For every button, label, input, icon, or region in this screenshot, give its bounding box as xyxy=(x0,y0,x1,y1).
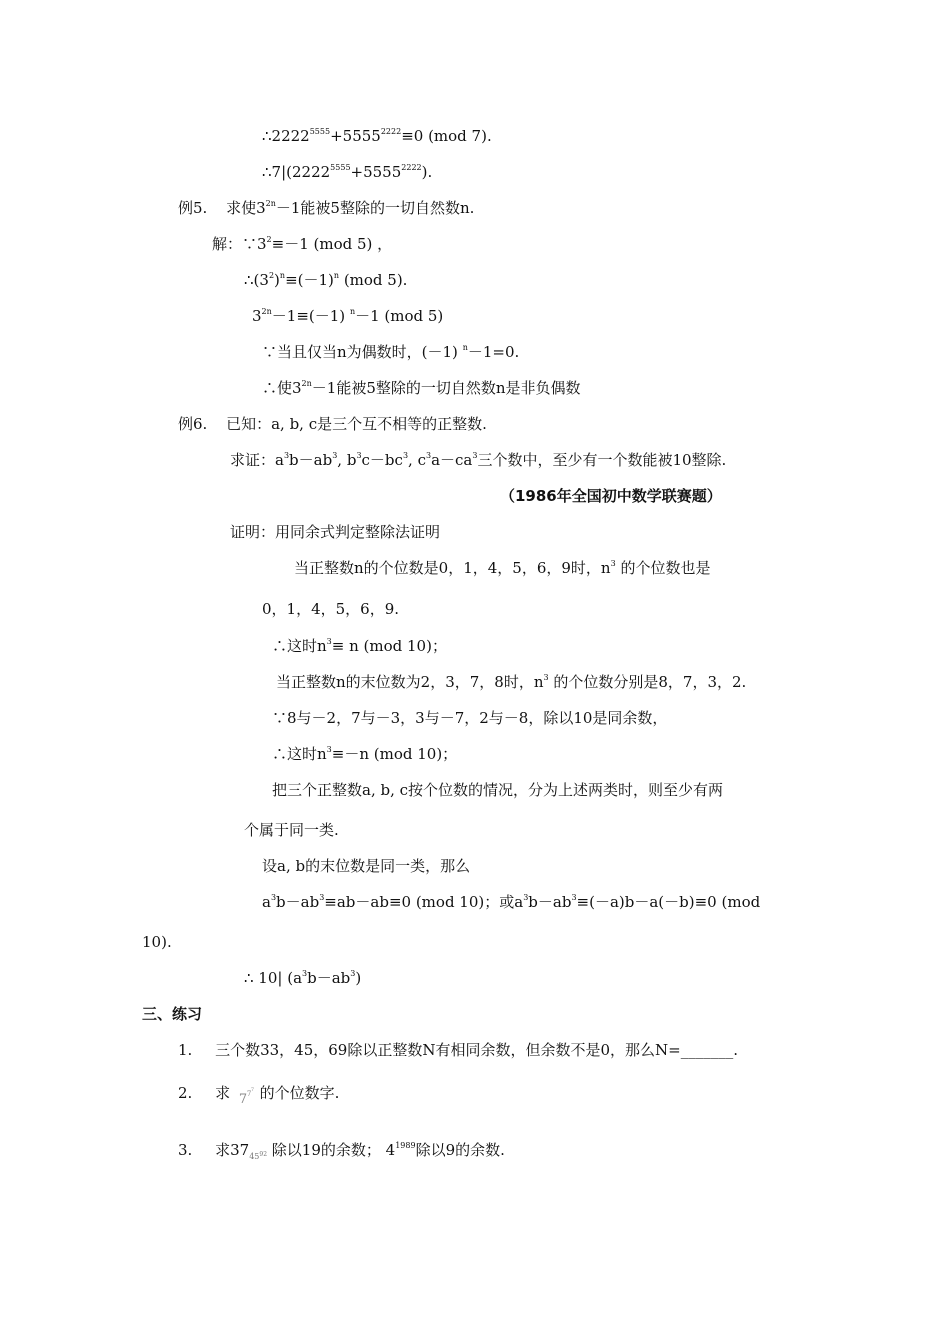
prove-statement: 求证：$a^3b-ab^3$, $b^3c-bc^3$, $c^3a-ca^3$三个数中，至少有一个数能被10整除. xyxy=(230,451,727,469)
exercise-number: 2. xyxy=(178,1084,193,1102)
exercise-number: 3. xyxy=(178,1141,193,1159)
line-mod7-congruence: $\therefore 2222^{5555}+5555^{2222}\equiv 0$ (mod 7). xyxy=(262,127,492,145)
solution-conclusion: ∴使$3^{2n}-1$能被5整除的一切自然数n是非负偶数 xyxy=(262,379,581,397)
proof-line-3: 当正整数n的末位数为2，3，7，8时，$n^3$ 的个位数分别是8，7，3，2. xyxy=(276,673,747,691)
example-6-heading: 例6. 已知：a, b, c是三个互不相等的正整数. xyxy=(178,415,487,433)
solution-line-4: ∵当且仅当n为偶数时，(－1) $^n$－1=0. xyxy=(262,343,520,361)
line-divisibility-by-7: $\therefore 7|(2222^{5555}+5555^{2222})$. xyxy=(262,163,433,181)
section-heading-exercises: 三、练习 xyxy=(142,1005,203,1023)
exercise-2: 2. 求 7 7 7 的个位数字. xyxy=(178,1084,340,1107)
solution-line-3: $3^{2n}-1\equiv(-1)$ $^n$－1 (mod 5) xyxy=(252,307,444,325)
proof-line-4: ∵8与－2，7与－3，3与－7，2与－8，除以10是同余数， xyxy=(272,709,668,727)
solution-line-1: 解：$\because 3^2\equiv-1$ (mod 5) ， xyxy=(212,235,393,253)
proof-line-1: 当正整数n的个位数是0，1，4，5，6，9时，$n^3$ 的个位数也是 xyxy=(294,559,711,577)
solution-line-2: $\therefore(3^2)^n\equiv(-1)^n$ (mod 5). xyxy=(244,271,408,289)
proof-line-5: ∴这时$n^3\equiv-n$ (mod 10)； xyxy=(272,745,458,763)
exercise-1: 1. 三个数33，45，69除以正整数N有相同余数，但余数不是0，那么N=_______. xyxy=(178,1041,738,1059)
proof-line-7: 设a, b的末位数是同一类，那么 xyxy=(262,857,471,875)
proof-line-2: ∴这时$n^3\equiv n$ (mod 10)； xyxy=(272,637,447,655)
proof-conclusion: ∴ 10| $(a^3b-ab^3)$ xyxy=(244,969,362,987)
example-5-heading: 例5. 求使$3^{2n}-1$能被5整除的一切自然数n. xyxy=(178,199,475,217)
exercise-number: 1. xyxy=(178,1041,193,1059)
proof-line-8: $a^3b-ab^3\equiv ab-ab\equiv 0$ (mod 10)；或$a^3b-ab^3\equiv(-a)b-a(-b)\equiv 0$ (mod xyxy=(262,893,761,911)
proof-line-6: 把三个正整数a, b, c按个位数的情况，分为上述两类时，则至少有两 xyxy=(272,781,724,799)
proof-line-1-continued: 0，1，4，5，6，9. xyxy=(262,600,400,618)
example-label: 例6. xyxy=(178,415,208,433)
problem-source: （1986年全国初中数学联赛题） xyxy=(500,487,722,505)
proof-intro: 证明：用同余式判定整除法证明 xyxy=(230,523,441,541)
proof-line-6-continued: 个属于同一类. xyxy=(244,821,339,839)
proof-line-8-continued: 10). xyxy=(142,933,172,951)
example-label: 例5. xyxy=(178,199,208,217)
exercise-3: 3. 求$37_{45}92$ 除以19的余数； $4^{1989}$除以9的余数. xyxy=(178,1141,505,1161)
